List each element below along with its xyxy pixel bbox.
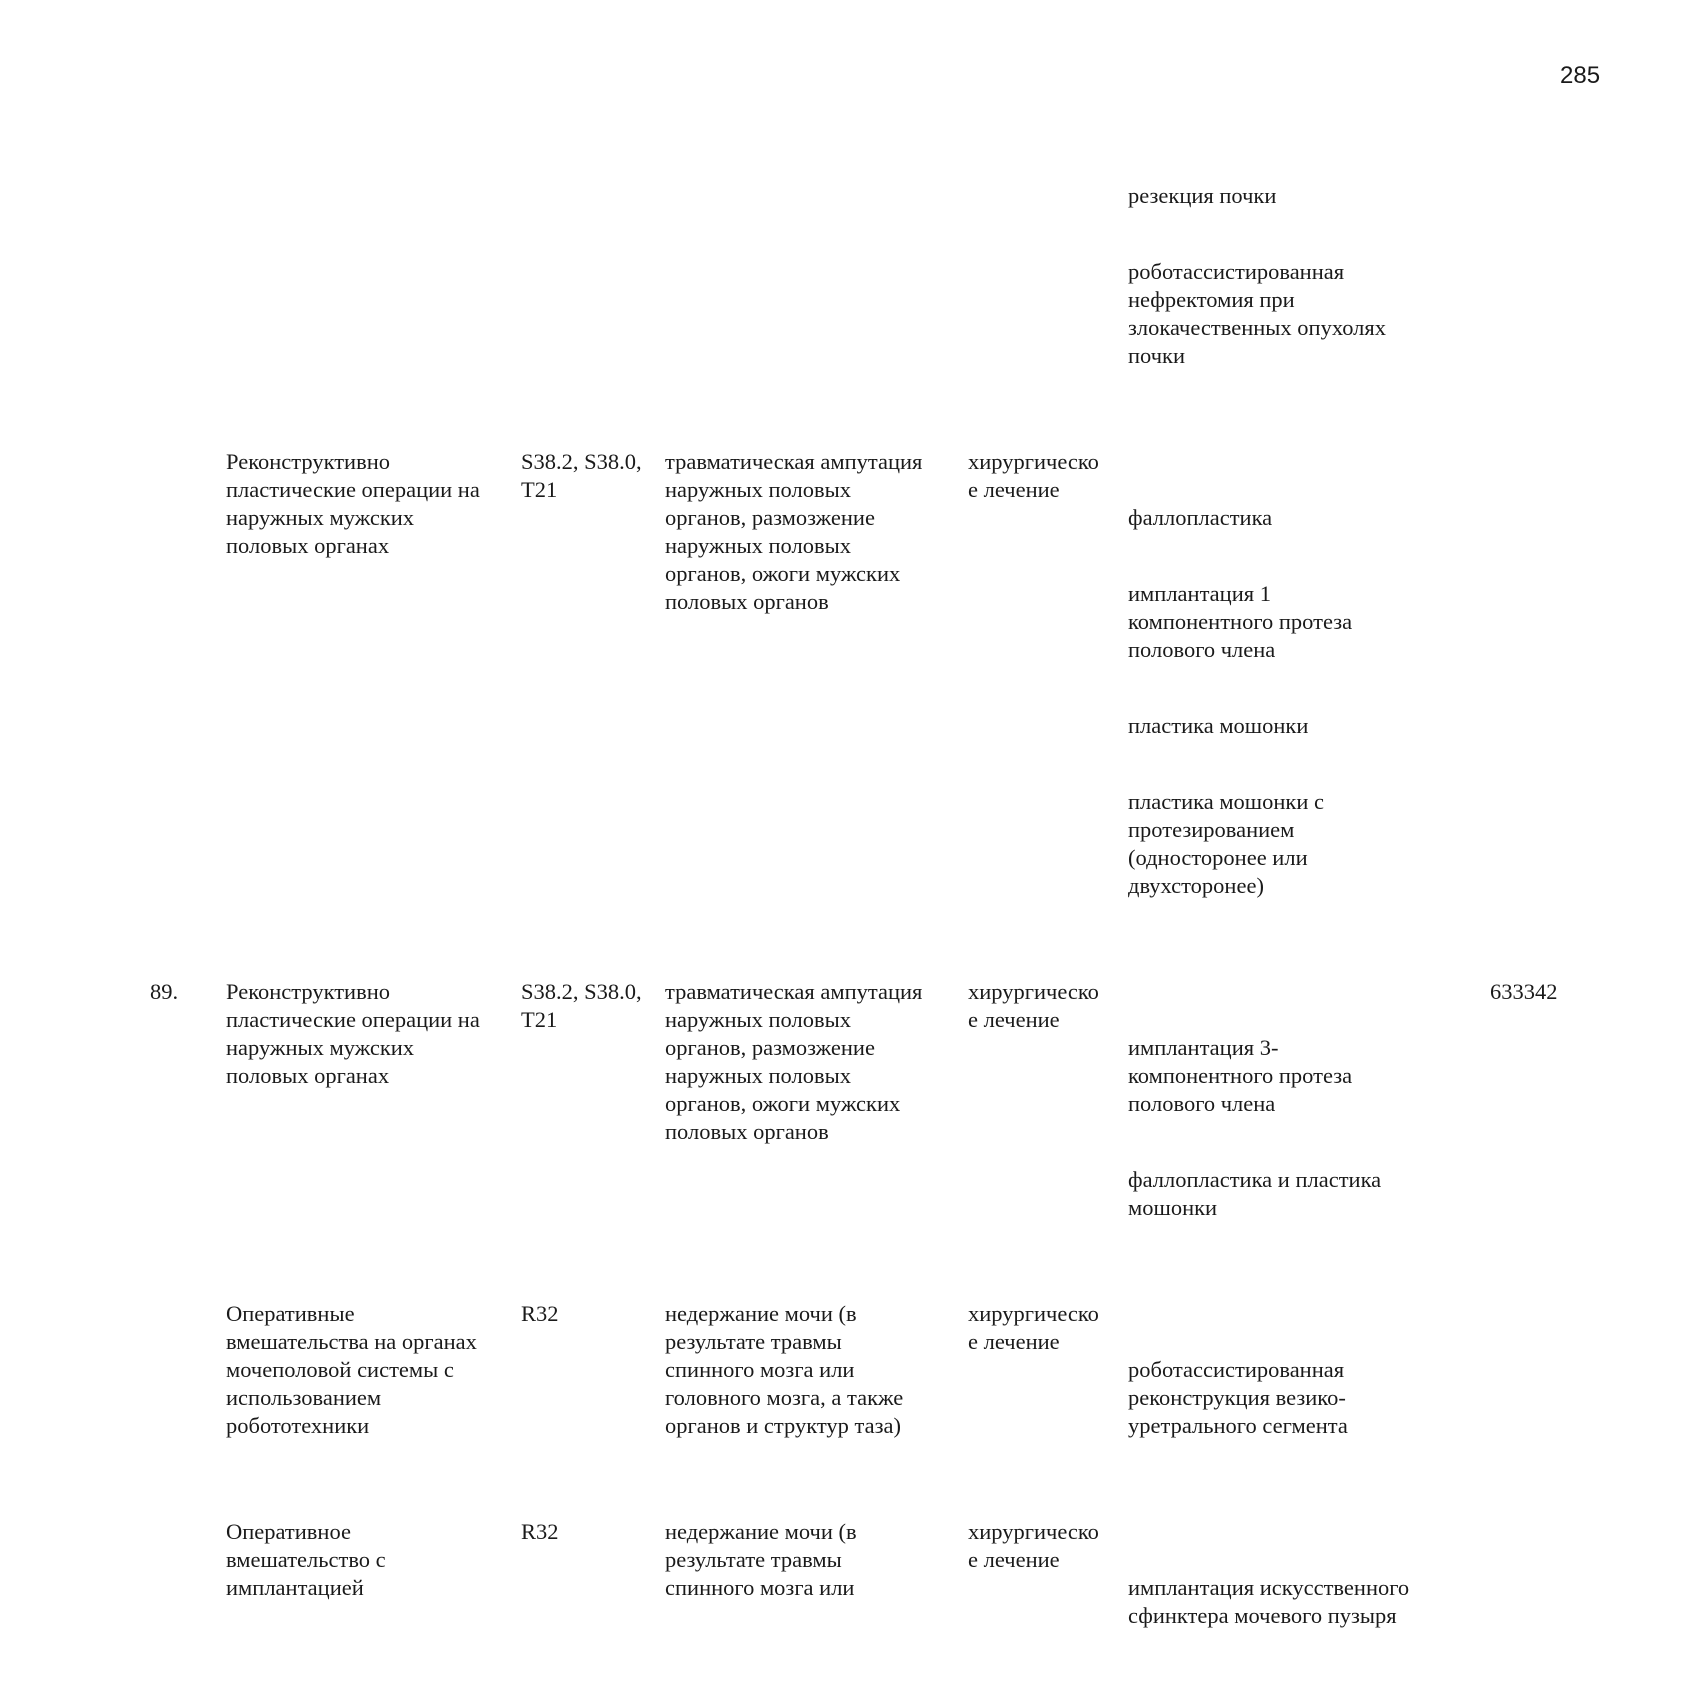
method-item: фаллопластика	[1128, 505, 1273, 530]
service-group	[226, 126, 521, 448]
table-row	[150, 1300, 1590, 1518]
row-number: 89.	[150, 979, 179, 1004]
cost-value	[1490, 126, 1590, 448]
row-number	[150, 1518, 226, 1708]
table-row	[150, 978, 1590, 1300]
cost-value	[1490, 1300, 1590, 1518]
icd-codes: S38.2, S38.0, T21	[521, 449, 642, 502]
icd-codes: R32	[521, 1301, 559, 1326]
treatment-methods	[1128, 978, 1490, 1300]
icd-codes: S38.2, S38.0, T21	[521, 979, 642, 1032]
service-group: Реконструктивно пластические операции на наружных мужских половых органах	[226, 979, 480, 1088]
treatment-type: хирургическо е лечение	[968, 1301, 1099, 1354]
method-item: резекция почки	[1128, 183, 1277, 208]
method-item: имплантация искусственного сфинктера мочевого пузыря	[1128, 1575, 1410, 1628]
row-number	[150, 126, 226, 448]
method-item: пластика мошонки с протезированием (одностоpонее или двухстоpонее)	[1128, 789, 1325, 898]
icd-codes: R32	[521, 1519, 559, 1544]
service-group: Оперативные вмешательства на органах мочеполовой системы с использованием робототехники	[226, 1301, 477, 1438]
row-number	[150, 1300, 226, 1518]
patient-model: травматическая ампутация наружных половых органов, размозжение наружных половых органов, ожоги мужских половых органов	[665, 449, 923, 614]
page-number: 285	[1560, 62, 1601, 89]
treatment-type	[968, 126, 1128, 448]
icd-codes	[521, 126, 665, 448]
table-row	[150, 1518, 1590, 1708]
treatment-type: хирургическо е лечение	[968, 979, 1099, 1032]
treatment-type: хирургическо е лечение	[968, 1519, 1099, 1572]
patient-model: травматическая ампутация наружных половых органов, размозжение наружных половых органов, ожоги мужских половых органов	[665, 979, 923, 1144]
patient-model	[665, 126, 968, 448]
treatment-methods	[1128, 448, 1490, 978]
method-item: роботассистированная нефректомия при злокачественных опухолях почки	[1128, 259, 1386, 368]
patient-model: недержание мочи (в результате травмы спинного мозга или	[665, 1519, 857, 1600]
method-item: роботассистированная реконструкция везико- уретрального сегмента	[1128, 1357, 1348, 1438]
service-group: Реконструктивно пластические операции на наружных мужских половых органах	[226, 449, 480, 558]
table-row	[150, 448, 1590, 978]
method-item: фаллопластика и пластика мошонки	[1128, 1167, 1382, 1220]
cost-value: 633342	[1490, 979, 1558, 1004]
treatment-methods	[1128, 1300, 1490, 1518]
method-item: пластика мошонки	[1128, 713, 1309, 738]
service-group: Оперативное вмешательство с имплантацией	[226, 1519, 386, 1600]
cost-value	[1490, 1518, 1590, 1708]
treatment-methods	[1128, 1518, 1490, 1708]
table-row	[150, 126, 1590, 448]
method-item: имплантация 1 компонентного протеза полового члена	[1128, 581, 1353, 662]
treatment-type: хирургическо е лечение	[968, 449, 1099, 502]
cost-value	[1490, 448, 1590, 978]
row-number	[150, 448, 226, 978]
patient-model: недержание мочи (в результате травмы спинного мозга или головного мозга, а также органов и структур таза)	[665, 1301, 904, 1438]
treatment-methods	[1128, 126, 1490, 448]
services-table	[150, 126, 1590, 1708]
method-item: имплантация 3- компонентного протеза полового члена	[1128, 1035, 1353, 1116]
